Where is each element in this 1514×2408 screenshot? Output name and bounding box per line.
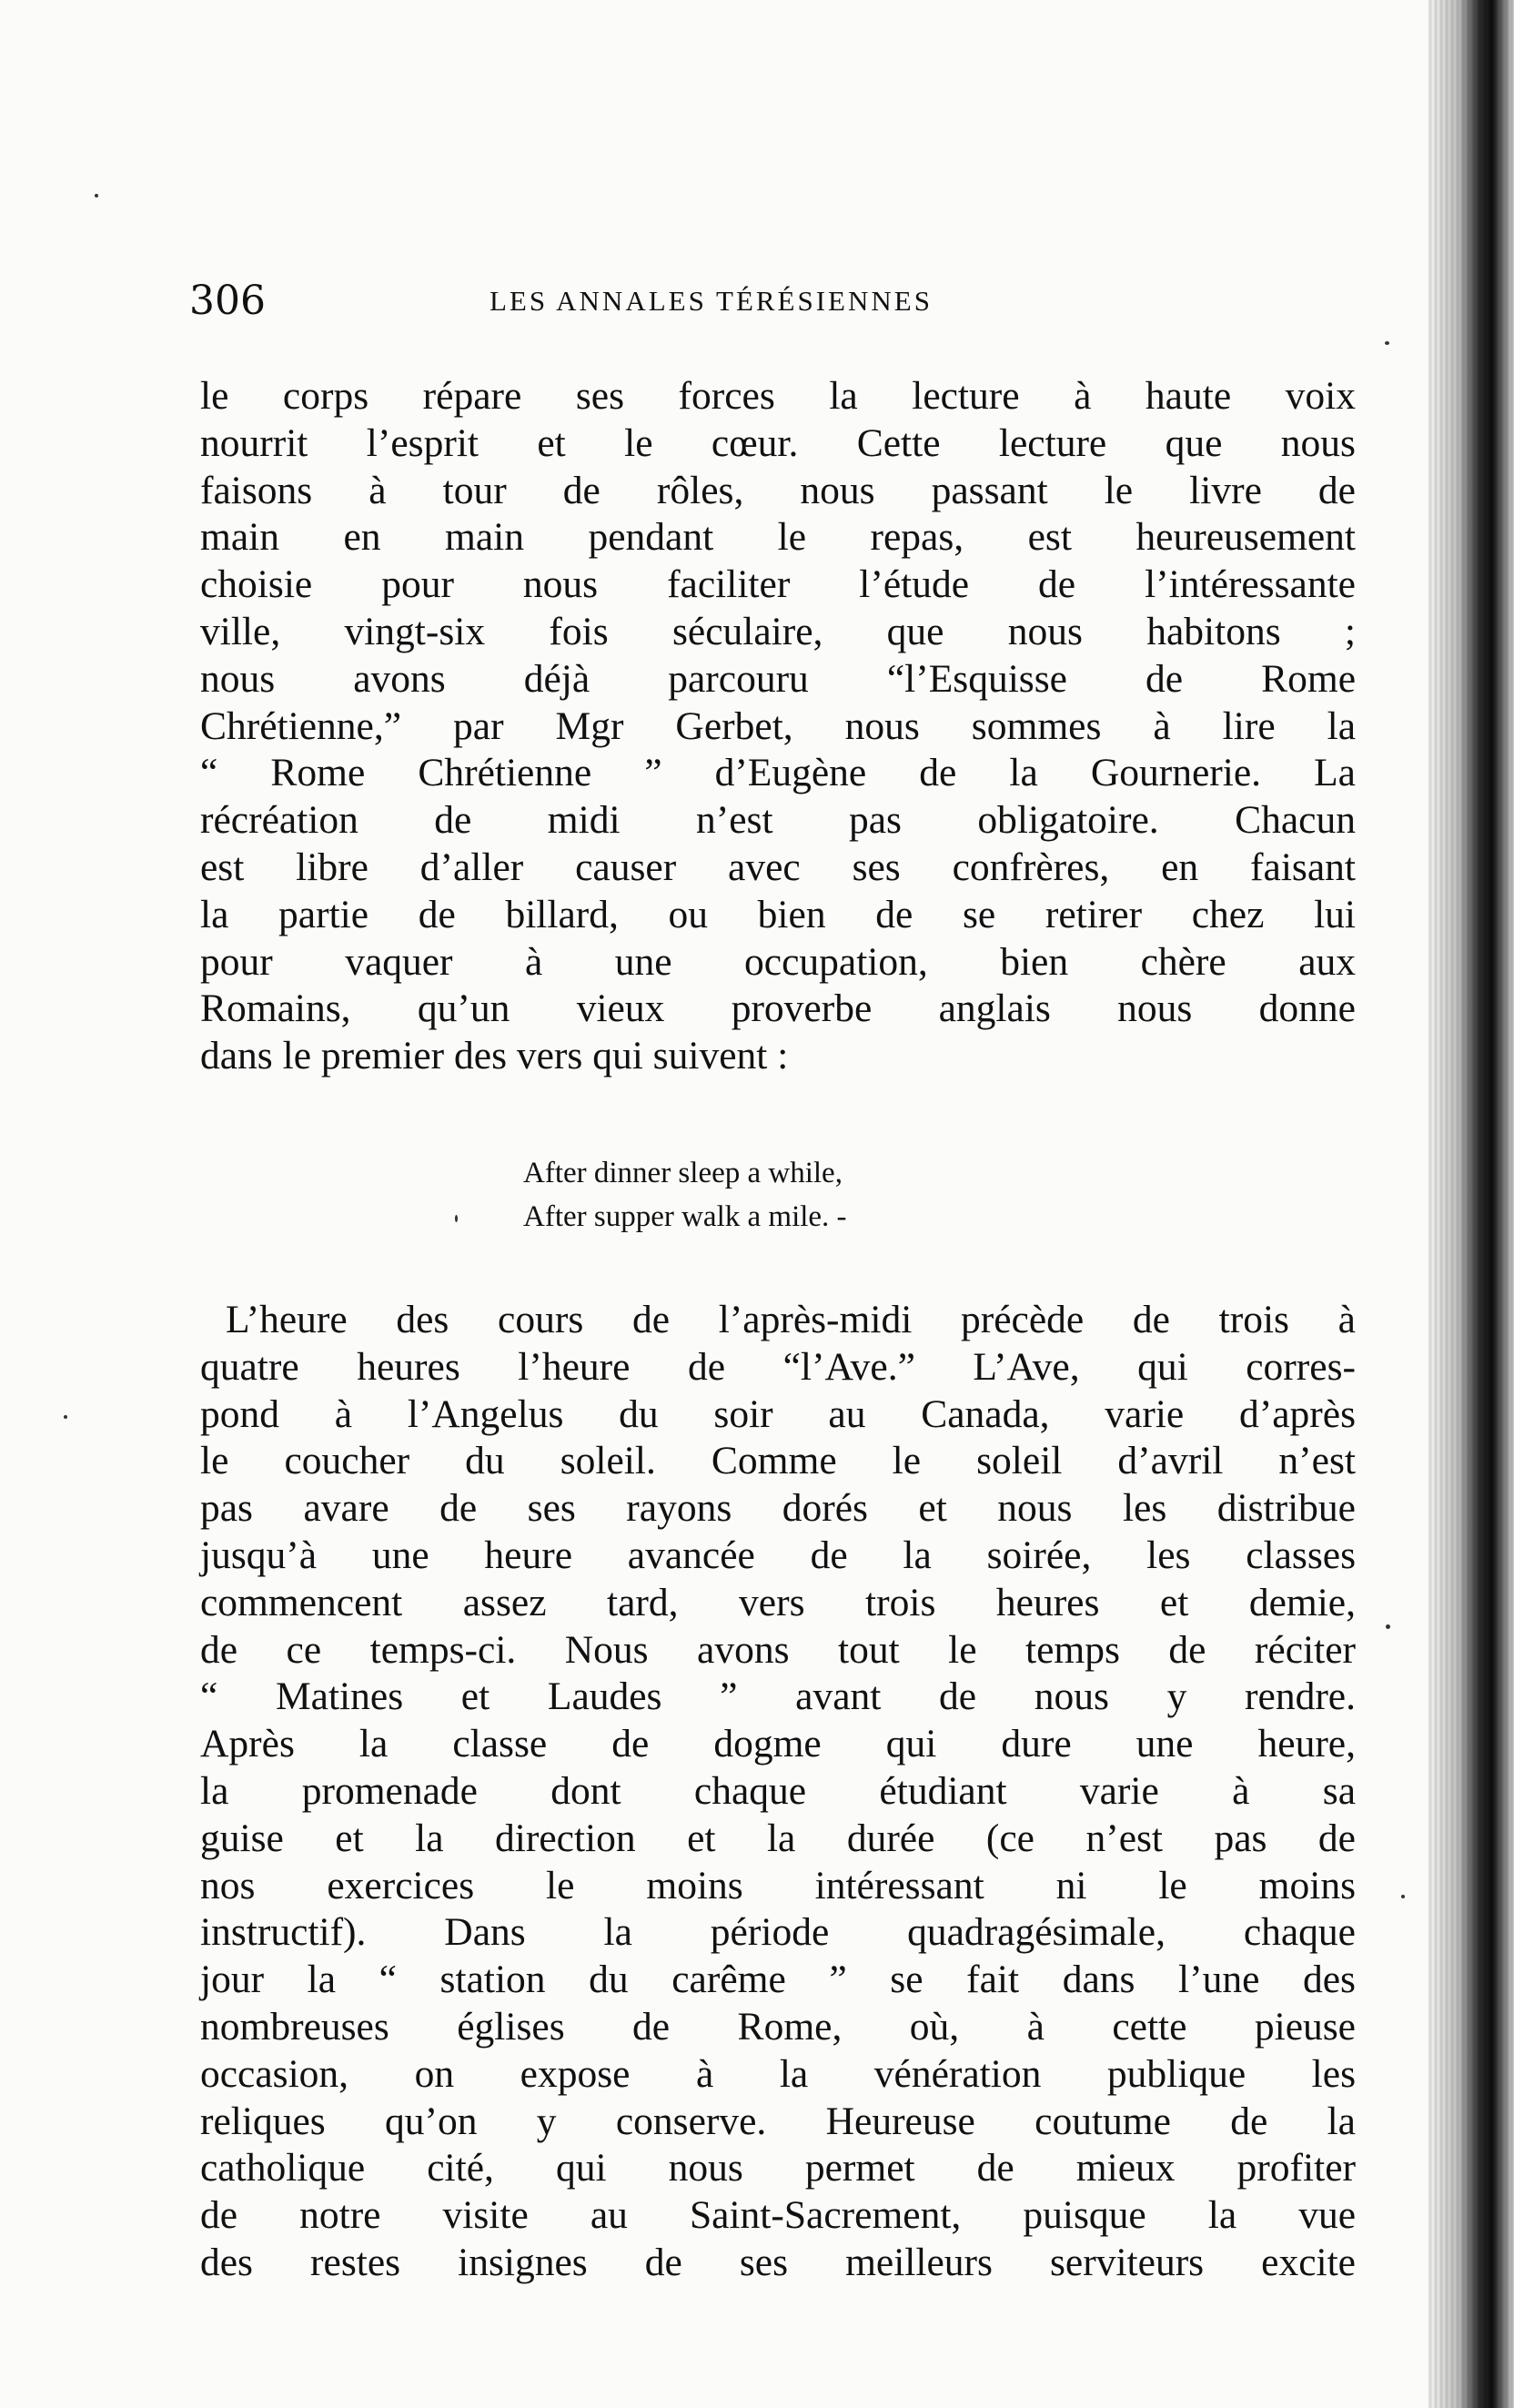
scan-speck bbox=[1386, 1624, 1390, 1629]
text-line: instructif). Dans la période quadragésimale, chaque bbox=[200, 1910, 1356, 1955]
text-line: la partie de billard, ou bien de se retirer chez lui bbox=[200, 892, 1356, 936]
text-line: dans le premier des vers qui suivent : bbox=[200, 1034, 789, 1078]
page-header bbox=[189, 278, 1363, 332]
scan-speck bbox=[95, 194, 98, 197]
text-line: de notre visite au Saint-Sacrement, puisque la vue bbox=[200, 2193, 1356, 2238]
text-line: nos exercices le moins intéressant ni le moins bbox=[200, 1863, 1356, 1907]
scan-speck bbox=[64, 1415, 67, 1419]
text-line: reliques qu’on y conserve. Heureuse coutume de la bbox=[200, 2099, 1356, 2143]
scan-speck bbox=[1385, 341, 1389, 345]
text-line: pas avare de ses rayons dorés et nous les distribue bbox=[200, 1486, 1356, 1531]
text-line: main en main pendant le repas, est heureusement bbox=[200, 515, 1356, 560]
text-line: guise et la direction et la durée (ce n’est pas de bbox=[200, 1816, 1356, 1860]
text-line: commencent assez tard, vers trois heures et demie, bbox=[200, 1580, 1356, 1624]
text-line: nourrit l’esprit et le cœur. Cette lecture que nous bbox=[200, 420, 1356, 465]
text-line: le coucher du soleil. Comme le soleil d’avril n’est bbox=[200, 1439, 1356, 1483]
text-line: jusqu’à une heure avancée de la soirée, les classes bbox=[200, 1533, 1356, 1577]
paragraph-1 bbox=[200, 373, 1356, 1080]
text-line: jour la “ station du carême ” se fait dans l’une des bbox=[200, 1958, 1356, 2002]
binding-edge-shadow bbox=[1428, 0, 1514, 2408]
text-line: le corps répare ses forces la lecture à haute voix bbox=[200, 374, 1356, 418]
text-line: catholique cité, qui nous permet de mieux profiter bbox=[200, 2146, 1356, 2190]
text-line: Romains, qu’un vieux proverbe anglais nous donne bbox=[200, 986, 1356, 1031]
text-line: “ Matines et Laudes ” avant de nous y rendre. bbox=[200, 1674, 1356, 1719]
text-line: faisons à tour de rôles, nous passant le livre de bbox=[200, 468, 1356, 512]
scan-speck bbox=[455, 1215, 458, 1222]
running-head: LES ANNALES TÉRÉSIENNES bbox=[490, 285, 933, 317]
text-line: la promenade dont chaque étudiant varie à sa bbox=[200, 1768, 1356, 1813]
text-line: des restes insignes de ses meilleurs serviteurs excite bbox=[200, 2240, 1356, 2284]
text-line: L’heure des cours de l’après-midi précède de trois à bbox=[226, 1298, 1356, 1341]
text-line: ville, vingt-six fois séculaire, que nous habitons ; bbox=[200, 609, 1356, 653]
text-line: occasion, on expose à la vénération publique les bbox=[200, 2051, 1356, 2096]
page-number: 306 bbox=[189, 278, 266, 324]
verse-quotation bbox=[523, 1151, 847, 1239]
text-line: choisie pour nous faciliter l’étude de l’intéressante bbox=[200, 562, 1356, 607]
paragraph-2 bbox=[200, 1297, 1356, 2287]
verse-line: After supper walk a mile. - bbox=[523, 1200, 847, 1233]
text-line: récréation de midi n’est pas obligatoire. Chacun bbox=[200, 798, 1356, 843]
text-line: est libre d’aller causer avec ses confrères, en faisant bbox=[200, 845, 1356, 889]
text-line: Chrétienne,” par Mgr Gerbet, nous sommes à lire la bbox=[200, 703, 1356, 748]
verse-line: After dinner sleep a while, bbox=[523, 1157, 843, 1189]
text-line: nous avons déjà parcouru “l’Esquisse de Rome bbox=[200, 656, 1356, 701]
text-line: nombreuses églises de Rome, où, à cette pieuse bbox=[200, 2004, 1356, 2049]
text-line: pour vaquer à une occupation, bien chère aux bbox=[200, 939, 1356, 984]
scan-speck bbox=[1401, 1895, 1405, 1898]
text-line: quatre heures l’heure de “l’Ave.” L’Ave, qui corres- bbox=[200, 1344, 1356, 1389]
text-line: pond à l’Angelus du soir au Canada, varie d’après bbox=[200, 1391, 1356, 1436]
text-line: “ Rome Chrétienne ” d’Eugène de la Gournerie. La bbox=[200, 751, 1356, 795]
text-line: de ce temps-ci. Nous avons tout le temps de réciter bbox=[200, 1627, 1356, 1672]
text-line: Après la classe de dogme qui dure une heure, bbox=[200, 1722, 1356, 1766]
